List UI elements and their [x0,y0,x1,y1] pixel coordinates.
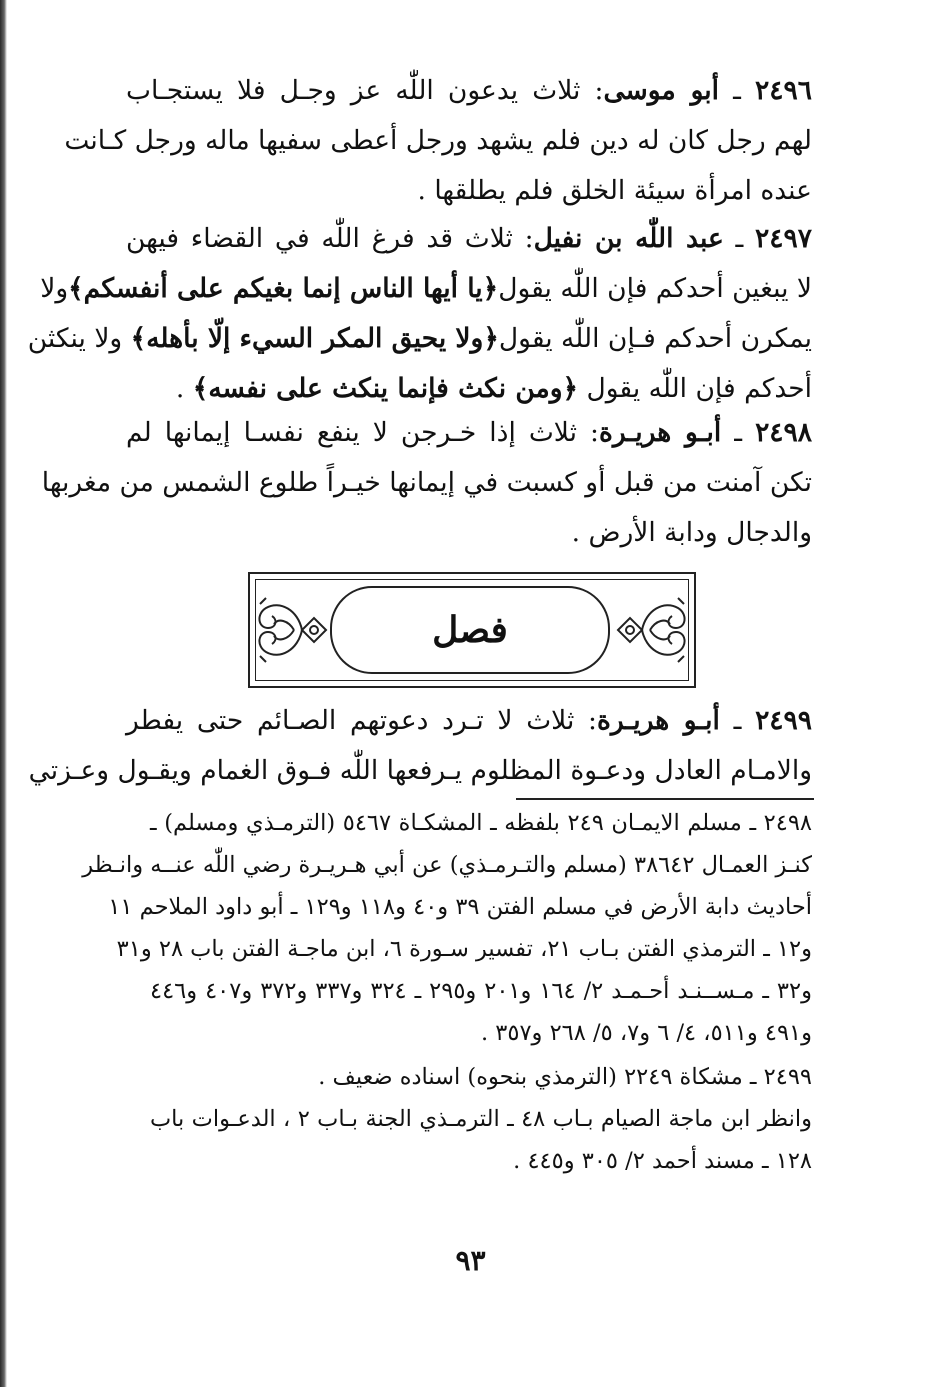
hadith-line [126,364,812,414]
section-title: فصل [432,609,508,651]
hadith-text: : ثلاث لا تـرد دعوتهم الصـائم حتى يفطر [126,705,597,736]
hadith-line: والدجال ودابة الأرض . [571,517,812,548]
page-number: ٩٣ [455,1244,486,1277]
narrator-name: أبـو هريـرة [598,417,722,448]
footnote-line: كنـز العمـال ٣٨٦٤٢ (مسلم والتـرمـذي) عن أبي هـريـرة رضي اللّٰه عنــه وانـظر [82,852,812,878]
footnote-2498 [82,802,812,1054]
quran-quote: ﴿ولا يحيق المكر السيء إلّا بأهله﴾ [130,323,499,354]
hadith-line: ٢٤٩٧ ـ عبد اللّٰه بن نفيل: ثلاث قد فرغ اللّٰه في القضاء فيهن [126,223,812,254]
hadith-number: ٢٤٩٦ [755,75,812,106]
footnote-line: و١٢ ـ الترمذي الفتن بـاب ٢١، تفسير سـورة ٦، ابن ماجـة الفتن باب ٢٨ و٣١ [116,936,812,962]
hadith-2498 [41,408,812,558]
footnote-line: وانظر ابن ماجة الصيام بـاب ٤٨ ـ الترمـذي الجنة بـاب ٢ ، الدعـوات باب [150,1106,812,1132]
section-heading-frame [248,572,696,688]
narrator-name: أبـو هريـرة [596,705,720,736]
hadith-text: : ثلاث يدعون اللّٰه عز وجـل فلا يستجـاب [126,75,604,106]
hadith-2497 [27,214,812,414]
hadith-line [27,314,812,364]
footnote-line: و٤٩١ و٥١١، ٤/ ٦ و٧، ٥/ ٢٦٨ و٣٥٧ . [480,1020,812,1046]
hadith-2499 [28,696,812,796]
quran-quote: ﴿ومن نكث فإنما ينكث على نفسه﴾ [192,373,579,404]
arabesque-ornament-icon [254,592,332,668]
hadith-line: ٢٤٩٨ ـ أبـو هريـرة: ثلاث إذا خـرجن لا ينفع نفسـا إيمانها لم [126,417,812,448]
hadith-text: يمكرن أحدكم فـإن اللّٰه يقول [498,323,812,354]
hadith-text: : ثلاث قد فرغ اللّٰه في القضاء فيهن [126,223,534,254]
hadith-text: لا يبغين أحدكم فإن اللّٰه يقول [498,273,812,304]
hadith-line: ٢٤٩٩ ـ أبـو هريـرة: ثلاث لا تـرد دعوتهم الصـائم حتى يفطر [126,705,812,736]
hadith-2496 [64,66,812,216]
hadith-text: . [175,373,185,404]
hadith-text: : ثلاث إذا خـرجن لا ينفع نفسـا إيمانها لم [126,417,599,448]
hadith-line: والامـام العادل ودعـوة المظلوم يـرفعها اللّٰه فـوق الغمام ويقـول وعـزتي [28,755,812,786]
hadith-number: ٢٤٩٨ [755,417,812,448]
narrator-name: أبو موسى [603,75,720,106]
hadith-number: ٢٤٩٩ [755,705,812,736]
hadith-text: ولا [40,273,69,304]
footnote-line: ١٢٨ ـ مسند أحمد ٢/ ٣٠٥ و٤٤٥ . [513,1148,812,1174]
footnote-line: ٢٤٩٨ ـ مسلم الايمـان ٢٤٩ بلفظه ـ المشكـاة ٥٤٦٧ (الترمـذي ومسلم) ـ [150,810,812,836]
scan-edge-shadow [0,0,7,1387]
hadith-line [40,264,812,314]
hadith-line: عنده امرأة سيئة الخلق فلم يطلقها . [417,175,812,206]
footnote-line: ٢٤٩٩ ـ مشكاة ٢٢٤٩ (الترمذي بنحوه) اسناده ضعيف . [318,1064,812,1090]
hadith-text: ولا ينكثن [27,323,123,354]
hadith-line: تكن آمنت من قبل أو كسبت في إيمانها خيـراً طلوع الشمس من مغربها [41,467,812,498]
hadith-text: أحدكم فإن اللّٰه يقول [586,373,812,404]
footnote-separator [516,798,814,800]
title-cartouche [330,586,610,674]
footnote-line: و٣٢ ـ مـســنـد أحـمـد ٢/ ١٦٤ و٢٠١ و٢٩٥ ـ ٣٢٤ و٣٣٧ و٣٧٢ و٤٠٧ و٤٤٦ [150,978,812,1004]
footnote-line: أحاديث دابة الأرض في مسلم الفتن ٣٩ و٤٠ و١١٨ و١٢٩ ـ أبو داود الملاحم ١١ [108,894,812,920]
hadith-line: لهم رجل كان له دين فلم يشهد ورجل أعطى سفيها ماله ورجل كـانت [64,125,812,156]
hadith-line: ٢٤٩٦ ـ أبو موسى: ثلاث يدعون اللّٰه عز وجـل فلا يستجـاب [126,75,812,106]
footnote-2499 [150,1056,812,1182]
quran-quote: ﴿يا أيها الناس إنما بغيكم على أنفسكم﴾ [68,273,499,304]
arabesque-ornament-icon [612,592,690,668]
hadith-number: ٢٤٩٧ [755,223,812,254]
narrator-name: عبد اللّٰه بن نفيل [533,223,724,254]
